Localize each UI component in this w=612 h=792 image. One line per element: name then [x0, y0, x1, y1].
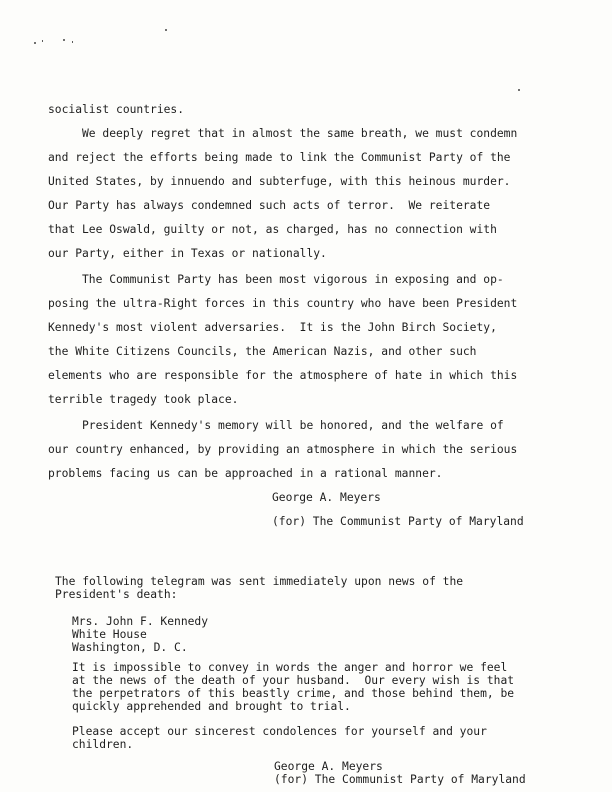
telegram-signature-org: (for) The Communist Party of Maryland — [274, 773, 526, 786]
telegram-closing-line: children. — [72, 738, 134, 751]
statement-line: elements who are responsible for the atmosphere of hate in which this — [48, 369, 518, 382]
statement-line: the White Citizens Councils, the American Nazis, and other such — [48, 345, 477, 358]
statement-line: that Lee Oswald, guilty or not, as charged, has no connection with — [48, 223, 497, 236]
statement-line: socialist countries. — [48, 103, 185, 116]
statement-line: and reject the efforts being made to link the Communist Party of the — [48, 151, 511, 164]
telegram-closing-line: Please accept our sincerest condolences for yourself and your — [72, 725, 487, 738]
statement-line: We deeply regret that in almost the same breath, we must condemn — [48, 127, 518, 140]
telegram-intro-line: The following telegram was sent immediately upon news of the — [55, 575, 464, 588]
statement-line: our country enhanced, by providing an atmosphere in which the serious — [48, 443, 518, 456]
telegram-address-line: Mrs. John F. Kennedy — [72, 615, 209, 628]
scan-speck — [518, 89, 520, 91]
telegram-signature-name: George A. Meyers — [274, 760, 383, 773]
signature-name: George A. Meyers — [272, 491, 381, 504]
scan-speck — [63, 39, 65, 41]
statement-line: posing the ultra-Right forces in this country who have been President — [48, 297, 518, 310]
scan-speck — [42, 40, 43, 42]
scan-speck — [72, 41, 73, 43]
statement-line: terrible tragedy took place. — [48, 393, 239, 406]
statement-line: President Kennedy's memory will be honored, and the welfare of — [48, 419, 504, 432]
telegram-body-line: It is impossible to convey in words the anger and horror we feel — [72, 661, 508, 674]
signature-org: (for) The Communist Party of Maryland — [272, 515, 524, 528]
telegram-body-line: at the news of the death of your husband. Our every wish is that — [72, 674, 515, 687]
statement-line: Our Party has always condemned such acts of terror. We reiterate — [48, 199, 491, 212]
statement-line: our Party, either in Texas or nationally. — [48, 247, 327, 260]
telegram-address-line: White House — [72, 628, 147, 641]
statement-line: The Communist Party has been most vigorous in exposing and op- — [48, 273, 504, 286]
telegram-intro-line: President's death: — [55, 588, 178, 601]
statement-line: Kennedy's most violent adversaries. It is the John Birch Society, — [48, 321, 497, 334]
scan-speck — [34, 42, 36, 44]
telegram-body-line: quickly apprehended and brought to trial. — [72, 700, 351, 713]
statement-line: problems facing us can be approached in a rational manner. — [48, 467, 443, 480]
telegram-body-line: the perpetrators of this beastly crime, and those behind them, be — [72, 687, 515, 700]
statement-line: United States, by innuendo and subterfuge, with this heinous murder. — [48, 175, 511, 188]
scan-speck — [165, 29, 167, 31]
telegram-address-line: Washington, D. C. — [72, 641, 188, 654]
